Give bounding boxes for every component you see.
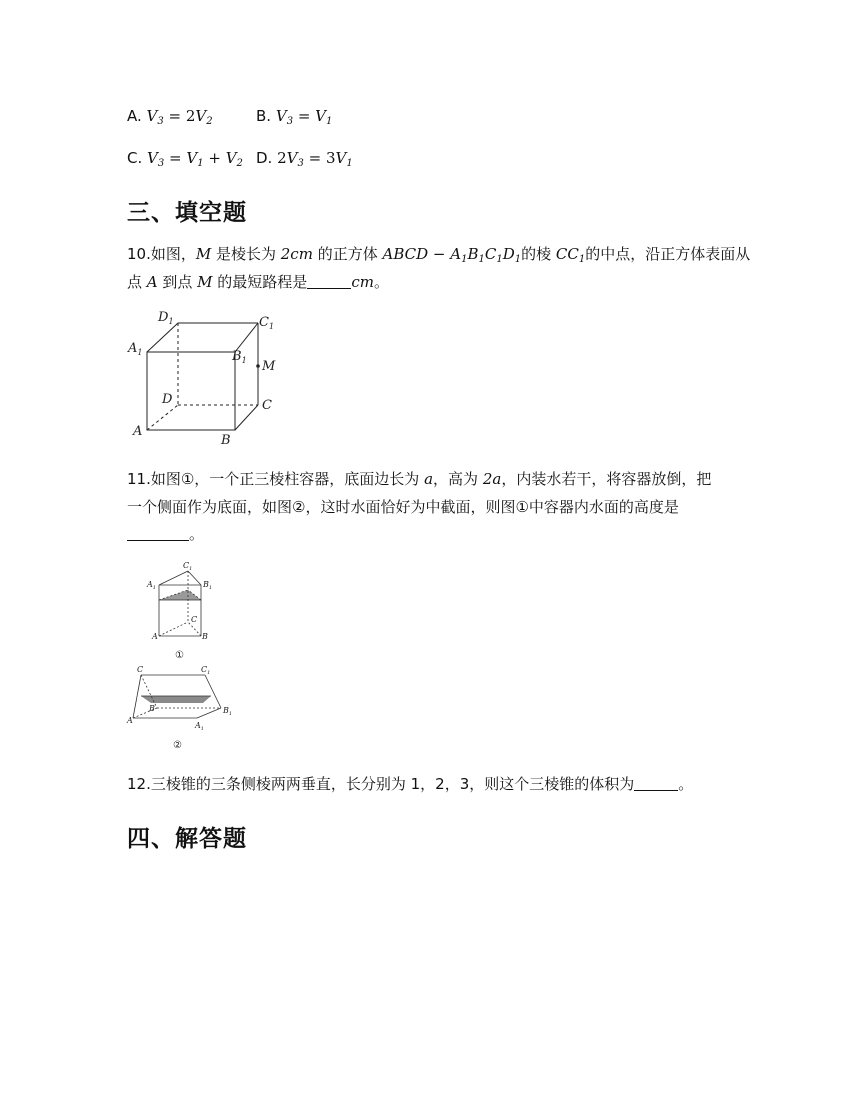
cube-front-face	[147, 352, 235, 430]
point-a: A	[146, 273, 158, 291]
sub: 1	[478, 254, 485, 265]
label-a: A	[127, 716, 133, 725]
label-c: C	[262, 398, 272, 413]
label-a: A	[133, 424, 143, 439]
question-10-line1	[127, 243, 750, 265]
prism-figure-1	[145, 558, 225, 663]
sub: 1	[461, 254, 468, 265]
answer-blank	[127, 526, 189, 541]
sub: 1	[514, 254, 522, 265]
sub: 1	[496, 254, 503, 265]
section-heading-answer: 四、解答题	[127, 826, 247, 852]
var: V	[186, 149, 198, 167]
var: V	[147, 149, 158, 167]
coef: 2	[277, 149, 287, 167]
figure-caption-1: ①	[175, 650, 184, 661]
eq: = 3	[303, 149, 336, 167]
text: 的棱	[521, 245, 556, 263]
length: 2cm	[280, 245, 313, 263]
option-d	[256, 147, 353, 169]
option-b-label: B.	[256, 107, 272, 125]
label-c1: $C_1$	[183, 561, 193, 572]
text: 。	[189, 525, 205, 543]
answer-blank	[307, 274, 351, 289]
text: 。	[678, 775, 694, 793]
label-m: M	[262, 359, 276, 374]
text: ，高为	[433, 470, 483, 488]
label-b: B	[202, 632, 208, 641]
label-c1: $C_1$	[201, 665, 211, 676]
label-a1: $A_1$	[195, 721, 204, 732]
label-d: D	[162, 392, 173, 407]
text: 12.三棱锥的三条侧棱两两垂直，长分别为 1，2，3，则这个三棱锥的体积为	[127, 775, 635, 793]
label-a1: $A_1$	[147, 580, 156, 591]
prism-figure-2	[125, 665, 240, 755]
text: 11.如图①，一个正三棱柱容器，底面边长为	[127, 470, 425, 488]
figure-caption-2: ②	[173, 740, 182, 751]
point-m-marker	[256, 364, 260, 368]
text: ，内装水若干，将容器放倒，把	[501, 470, 712, 488]
var: V	[335, 149, 347, 167]
label-b: B	[221, 433, 231, 448]
answer-blank	[634, 776, 678, 791]
question-10-line2	[127, 271, 389, 293]
sub: 2	[206, 116, 213, 127]
sub: 1	[578, 254, 586, 265]
sub: 3	[157, 158, 165, 169]
label-b: B	[149, 704, 155, 713]
text: 的中点，沿正方体表面从	[585, 245, 751, 263]
cube-name: ABCD − A	[382, 245, 462, 263]
var-2a: 2a	[482, 470, 502, 488]
label-b1: $B_1$	[232, 349, 247, 365]
var: V	[195, 107, 207, 125]
text: 。	[373, 273, 389, 291]
vertex: C	[484, 245, 497, 263]
question-11-line1	[127, 468, 711, 490]
option-d-label: D.	[256, 149, 273, 167]
q10-num: 10.如图，	[127, 245, 196, 263]
eq: =	[164, 149, 187, 167]
option-b	[256, 105, 332, 127]
option-a	[127, 105, 213, 127]
question-12	[127, 773, 693, 795]
text: 是棱长为	[211, 245, 281, 263]
edge-name: CC	[555, 245, 579, 263]
eq: =	[293, 107, 316, 125]
vertex: B	[467, 245, 479, 263]
text: 点	[127, 273, 147, 291]
sub: 1	[197, 158, 204, 169]
sub: 3	[157, 116, 164, 127]
plus: +	[203, 149, 226, 167]
vertex: D	[502, 245, 515, 263]
var: V	[225, 149, 237, 167]
sub: 3	[286, 116, 294, 127]
var: V	[275, 107, 287, 125]
label-d1: $D_1$	[158, 310, 174, 326]
section-heading-fill-in: 三、填空题	[127, 200, 247, 226]
label-a: A	[152, 632, 158, 641]
var: V	[286, 149, 298, 167]
label-c: C	[191, 615, 198, 624]
label-c: C	[137, 665, 144, 674]
point-m: M	[197, 273, 213, 291]
sub: 1	[346, 158, 353, 169]
label-b1: $B_1$	[223, 706, 233, 717]
label-a1: $A_1$	[128, 341, 143, 357]
sub: 1	[326, 116, 333, 127]
var: V	[315, 107, 327, 125]
question-11-line3	[127, 523, 204, 545]
option-c	[127, 147, 243, 169]
text: 一个侧面作为底面，如图②，这时水面恰好为中截面，则图①中容器内水面的高度是	[127, 498, 679, 516]
eq: = 2	[163, 107, 196, 125]
text: 到点	[157, 273, 198, 291]
var: V	[146, 107, 158, 125]
text: 的最短路程是	[212, 273, 308, 291]
question-11-line2	[127, 496, 679, 518]
sub: 2	[236, 158, 243, 169]
text: 的正方体	[312, 245, 383, 263]
label-b1: $B_1$	[203, 580, 213, 591]
option-a-label: A.	[127, 107, 142, 125]
unit: cm	[351, 273, 374, 291]
label-c1: $C_1$	[259, 315, 275, 331]
cube-figure	[125, 305, 295, 450]
var-a: a	[424, 470, 434, 488]
var-m: M	[195, 245, 212, 263]
sub: 3	[297, 158, 304, 169]
option-c-label: C.	[127, 149, 143, 167]
